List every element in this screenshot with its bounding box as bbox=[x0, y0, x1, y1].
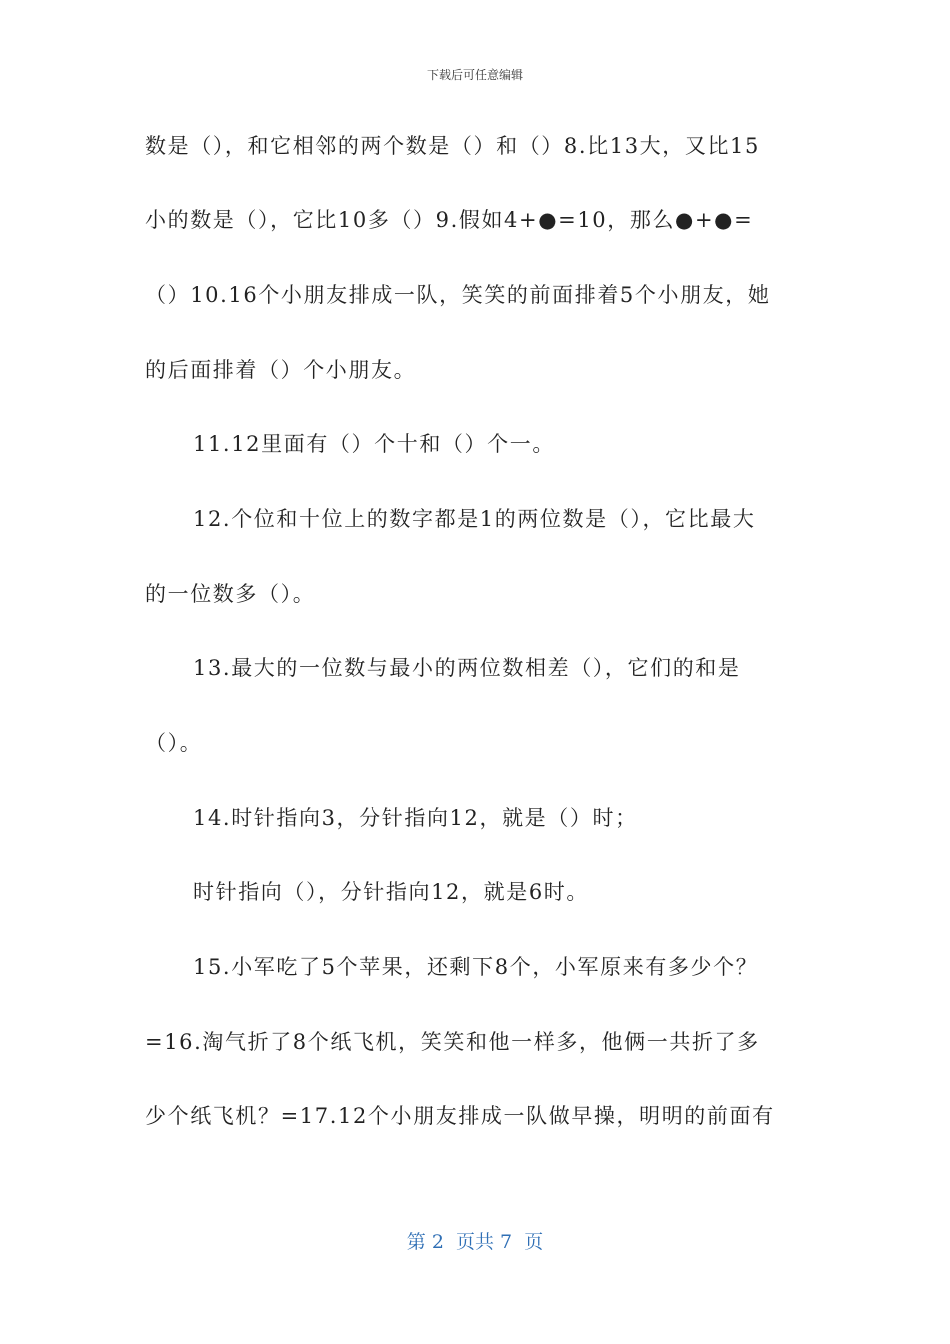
text-line-7: 的一位数多（）。 bbox=[145, 582, 316, 606]
text-line-10: 14.时针指向3，分针指向12，就是（）时； bbox=[193, 806, 638, 830]
text-line-3: （）10.16个小朋友排成一队，笑笑的前面排着5个小朋友，她 bbox=[145, 283, 771, 307]
text-line-11: 时针指向（），分针指向12，就是6时。 bbox=[193, 880, 589, 904]
page-footer: 第 2 页共 7 页 bbox=[406, 1231, 544, 1253]
text-line-12: 15.小军吃了5个苹果，还剩下8个，小军原来有多少个？ bbox=[193, 955, 759, 979]
text-line-8: 13.最大的一位数与最小的两位数相差（），它们的和是 bbox=[193, 656, 741, 680]
page-header: 下载后可任意编辑 bbox=[426, 68, 523, 82]
text-line-6: 12.个位和十位上的数字都是1的两位数是（），它比最大 bbox=[193, 507, 756, 531]
text-line-4: 的后面排着（）个小朋友。 bbox=[145, 358, 417, 382]
text-line-9: （）。 bbox=[145, 731, 203, 755]
text-line-2: 小的数是（），它比10多（）9.假如4+●=10，那么●+●= bbox=[145, 208, 754, 232]
text-line-5: 11.12里面有（）个十和（）个一。 bbox=[193, 432, 555, 456]
text-line-14: 少个纸飞机？=17.12个小朋友排成一队做早操，明明的前面有 bbox=[145, 1104, 775, 1128]
text-line-13: =16.淘气折了8个纸飞机，笑笑和他一样多，他俩一共折了多 bbox=[145, 1030, 760, 1054]
text-line-1: 数是（），和它相邻的两个数是（）和（）8.比13大，又比15 bbox=[145, 134, 760, 158]
